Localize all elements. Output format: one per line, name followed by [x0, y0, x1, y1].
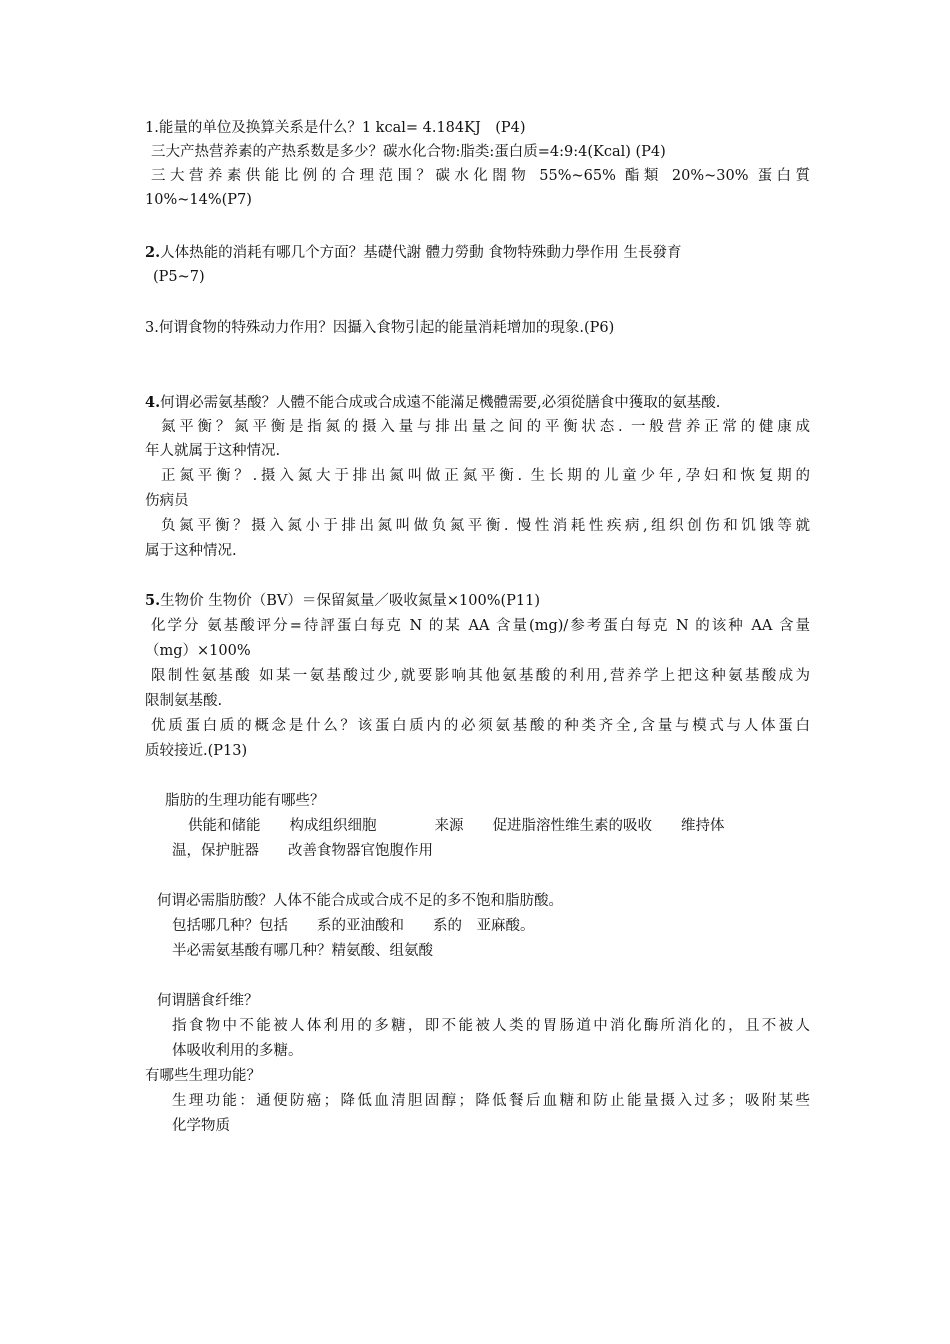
doc-line-7: [145, 318, 810, 338]
doc-line-5: [145, 243, 810, 263]
line-text: 半必需氨基酸有哪几种？精氨酸、组氨酸: [172, 943, 433, 959]
doc-line-25: [157, 891, 822, 911]
doc-line-3: [151, 166, 810, 186]
doc-line-23: [188, 816, 798, 836]
doc-line-14: [145, 541, 810, 561]
line-text: 何谓膳食纤维？: [157, 993, 259, 1009]
line-text: 质较接近.(P13): [145, 743, 248, 759]
doc-line-12: [145, 491, 810, 511]
doc-line-4: [145, 190, 810, 210]
doc-line-33: [172, 1116, 837, 1136]
line-text: 负氮平衡？摄入氮小于排出氮叫做负氮平衡. 慢性消耗性疾病,组织创伤和饥饿等就: [161, 518, 810, 534]
doc-line-10: [145, 441, 810, 461]
line-text: 包括哪几种？包括 系的亚油酸和 系的 亚麻酸。: [172, 918, 535, 934]
doc-line-30: [172, 1041, 837, 1061]
doc-line-16: [151, 616, 810, 636]
doc-line-29: [172, 1016, 810, 1036]
line-text: 优质蛋白质的概念是什么？该蛋白质内的必须氨基酸的种类齐全,含量与模式与人体蛋白: [151, 718, 810, 734]
line-text: 属于这种情况.: [145, 543, 237, 559]
line-text: 正氮平衡？.摄入氮大于排出氮叫做正氮平衡. 生长期的儿童少年,孕妇和恢复期的: [161, 468, 810, 484]
doc-line-21: [145, 741, 810, 761]
line-text: 3.何谓食物的特殊动力作用？因攝入食物引起的能量消耗增加的現象.(P6): [145, 320, 615, 336]
doc-line-27: [172, 941, 837, 961]
line-text: 三大营养素供能比例的合理范围？碳水化閤物 55%~65% 酯類 20%~30% 蛋白質: [151, 168, 810, 184]
doc-line-18: [151, 666, 810, 686]
line-text: 指食物中不能被人体利用的多糖，即不能被人类的胃肠道中消化酶所消化的，且不被人: [172, 1018, 810, 1034]
line-text: 脂肪的生理功能有哪些？: [165, 793, 325, 809]
line-text: 温，保护脏器 改善食物器官饱腹作用: [172, 843, 433, 859]
line-text: 10%~14%(P7): [145, 192, 252, 208]
doc-line-26: [172, 916, 837, 936]
line-text: （mg）×100%: [145, 643, 251, 659]
doc-line-31: [145, 1066, 810, 1086]
item-number: 5.: [145, 592, 161, 609]
doc-line-11: [161, 466, 810, 486]
doc-line-15: [145, 591, 810, 611]
item-number: 4.: [145, 394, 161, 411]
line-text: 生物价 生物价（BV）＝保留氮量／吸收氮量×100%(P11): [160, 593, 540, 609]
doc-line-13: [161, 516, 810, 536]
doc-line-2: [151, 142, 791, 162]
doc-line-24: [172, 841, 837, 861]
doc-line-8: [145, 393, 810, 413]
line-text: 人体热能的消耗有哪几个方面？基礎代謝 體力勞動 食物特殊動力學作用 生長發育: [160, 245, 682, 261]
line-text: (P5~7): [153, 269, 205, 285]
doc-line-32: [172, 1091, 810, 1111]
line-text: 化学分 氨基酸评分=待評蛋白每克 N 的某 AA 含量(mg)/参考蛋白每克 N 的该种 AA 含量: [151, 618, 810, 634]
item-number: 2.: [145, 244, 161, 261]
line-text: 何谓必需氨基酸？人體不能合成或合成遠不能滿足機體需要,必須從膳食中獲取的氨基酸.: [160, 395, 721, 411]
line-text: 限制性氨基酸 如某一氨基酸过少,就要影响其他氨基酸的利用,营养学上把这种氨基酸成为: [151, 668, 810, 684]
line-text: 有哪些生理功能？: [145, 1068, 261, 1084]
line-text: 三大产热营养素的产热系数是多少？碳水化合物:脂类:蛋白质=4:9:4(Kcal) (P4): [151, 144, 666, 160]
line-text: 体吸收利用的多糖。: [172, 1043, 303, 1059]
line-text: 生理功能：通便防癌；降低血清胆固醇；降低餐后血糖和防止能量摄入过多；吸附某些: [172, 1093, 810, 1109]
doc-line-17: [145, 641, 810, 661]
line-text: 化学物质: [172, 1118, 230, 1134]
doc-line-22: [165, 791, 830, 811]
line-text: 限制氨基酸.: [145, 693, 223, 709]
line-text: 供能和储能 构成组织细胞 来源 促进脂溶性维生素的吸收 维持体: [188, 818, 725, 834]
line-text: 年人就属于这种情况.: [145, 443, 281, 459]
doc-line-1: [145, 118, 810, 138]
doc-line-6: [153, 267, 818, 287]
doc-line-19: [145, 691, 810, 711]
line-text: 何谓必需脂肪酸？人体不能合成或合成不足的多不饱和脂肪酸。: [157, 893, 563, 909]
line-text: 1.能量的单位及换算关系是什么？1 kcal= 4.184KJ (P4): [145, 120, 526, 136]
line-text: 氮平衡？氮平衡是指氮的摄入量与排出量之间的平衡状态. 一般营养正常的健康成: [161, 419, 810, 435]
doc-line-20: [151, 716, 810, 736]
doc-line-28: [157, 991, 822, 1011]
line-text: 伤病员: [145, 493, 189, 509]
doc-line-9: [161, 417, 810, 437]
